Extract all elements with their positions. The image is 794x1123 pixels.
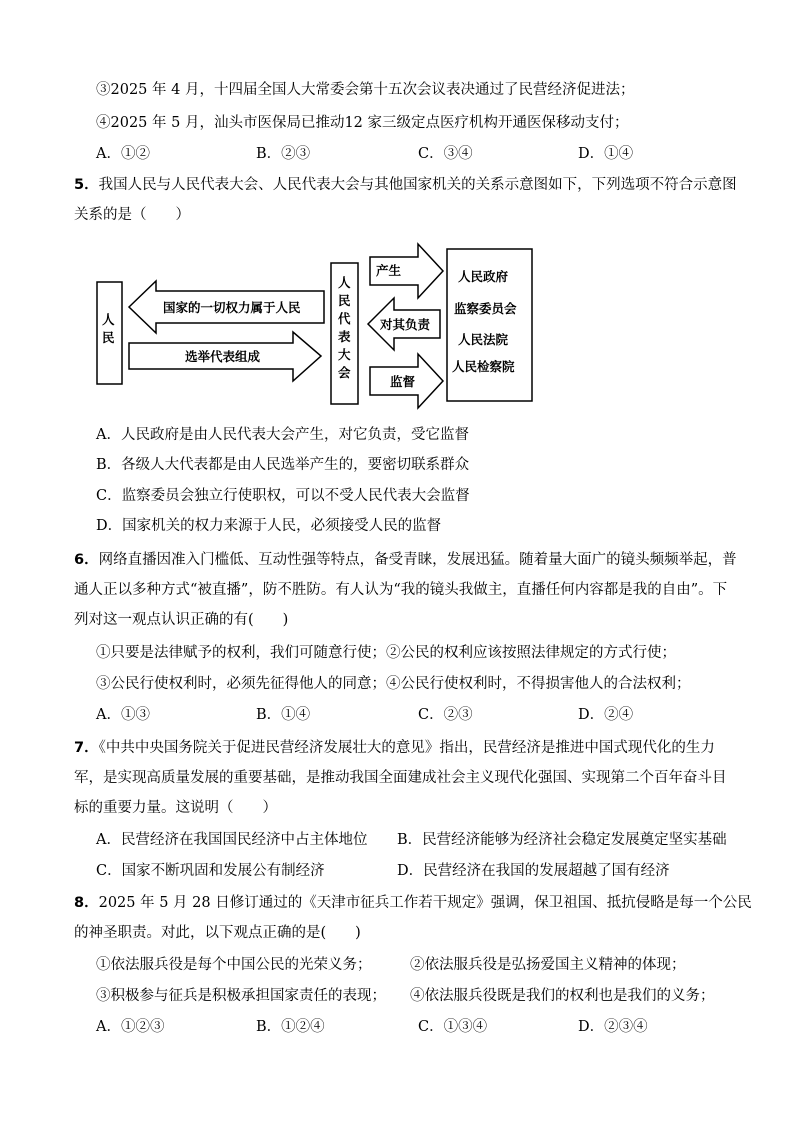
q6-stem-line-3: 列对这一观点认识正确的有( ) (74, 612, 289, 628)
q8-item-1: ①依法服兵役是每个中国公民的光荣义务； (96, 957, 372, 973)
q5-option-a: A．人民政府是由人民代表大会产生，对它负责，受它监督 (96, 427, 469, 443)
congress-char-2: 民 (338, 293, 351, 308)
congress-char-4: 表 (338, 329, 351, 344)
congress-char-3: 代 (338, 311, 351, 326)
q7-stem-text: 《中共中央国务院关于促进民营经济发展壮大的意见》指出，民营经济是推进中国式现代化的生力 (98, 740, 715, 756)
q5-stem-text: 我国人民与人民代表大会、人民代表大会与其他国家机关的关系示意图如下，下列选项不符合示意图 (98, 177, 737, 193)
congress-char-1: 人 (338, 275, 351, 290)
q7-option-c: C．国家不断巩固和发展公有制经济 (96, 863, 325, 879)
q6-items-line-1: ①只要是法律赋予的权利，我们可随意行使；②公民的权利应该按照法律规定的方式行使； (96, 645, 676, 661)
q6-option-a: A．①③ (96, 707, 150, 723)
q8-stem-line-1 (74, 893, 752, 913)
q4-option-b: B．②③ (256, 146, 311, 162)
arrow-elect-label: 选举代表组成 (185, 349, 261, 364)
organ-government: 人民政府 (458, 269, 509, 284)
q7-option-d: D．民营经济在我国的发展超越了国有经济 (397, 863, 670, 879)
q4-item-3: ③2025 年 4 月，十四届全国人大常委会第十五次会议表决通过了民营经济促进法； (96, 82, 635, 98)
q7-stem-line-2: 军，是实现高质量发展的重要基础，是推动我国全面建成社会主义现代化强国、实现第二个百年奋斗目 (74, 770, 727, 786)
q6-option-b: B．①④ (256, 707, 311, 723)
q8-option-c: C．①③④ (418, 1019, 488, 1035)
people-char-1: 人 (102, 312, 115, 327)
q7-option-a: A．民营经济在我国国民经济中占主体地位 (96, 832, 368, 848)
q8-number: 8． (74, 895, 99, 911)
q6-stem-line-1 (74, 550, 737, 570)
q5-stem-line-2: 关系的是（ ） (74, 207, 190, 223)
q7-stem-line-3: 标的重要力量。这说明（ ） (74, 800, 277, 816)
q7-number: 7． (74, 740, 99, 756)
q7-option-b: B．民营经济能够为经济社会稳定发展奠定坚实基础 (397, 832, 727, 848)
q5-option-d: D．国家机关的权力来源于人民，必须接受人民的监督 (96, 518, 442, 534)
congress-char-5: 大 (338, 347, 351, 362)
q4-option-c: C．③④ (418, 146, 473, 162)
arrow-supervise-label: 监督 (390, 374, 416, 389)
organ-procuratorate: 人民检察院 (452, 359, 515, 374)
people-congress-organs-diagram (0, 240, 794, 410)
q5-option-b: B．各级人大代表都是由人民选举产生的，要密切联系群众 (96, 457, 470, 473)
q4-item-4: ④2025 年 5 月，汕头市医保局已推动12 家三级定点医疗机构开通医保移动支付； (96, 115, 629, 131)
people-char-2: 民 (102, 330, 115, 345)
q8-item-2: ②依法服兵役是弘扬爱国主义精神的体现； (410, 957, 686, 973)
q8-item-3: ③积极参与征兵是积极承担国家责任的表现； (96, 988, 386, 1004)
q6-number: 6． (74, 552, 99, 568)
organ-supervisory-commission: 监察委员会 (454, 301, 517, 316)
q4-option-a: A．①② (96, 146, 150, 162)
q6-items-line-2: ③公民行使权利时，必须先征得他人的同意；④公民行使权利时，不得损害他人的合法权利； (96, 676, 691, 692)
q8-item-4: ④依法服兵役既是我们的权利也是我们的义务； (410, 988, 715, 1004)
arrow-responsible-label: 对其负责 (380, 317, 431, 332)
q6-option-c: C．②③ (418, 707, 473, 723)
q5-option-c: C．监察委员会独立行使职权，可以不受人民代表大会监督 (96, 488, 470, 504)
q6-stem-text: 网络直播因准入门槛低、互动性强等特点，备受青睐，发展迅猛。随着量大面广的镜头频频举起，普 (98, 552, 737, 568)
q8-option-a: A．①②③ (96, 1019, 165, 1035)
organ-court: 人民法院 (458, 332, 509, 347)
q7-stem-line-1 (74, 738, 715, 758)
q8-stem-text: 2025 年 5 月 28 日修订通过的《天津市征兵工作若干规定》强调，保卫祖国、抵抗侵略是每一个公民 (98, 895, 752, 911)
congress-char-6: 会 (338, 365, 351, 380)
q5-number: 5． (74, 177, 99, 193)
q8-stem-line-2: 的神圣职责。对此，以下观点正确的是( ) (74, 925, 361, 941)
q8-option-b: B．①②④ (256, 1019, 325, 1035)
q6-option-d: D．②④ (578, 707, 634, 723)
arrow-produce-label: 产生 (376, 263, 402, 278)
q8-option-d: D．②③④ (578, 1019, 648, 1035)
q6-stem-line-2: 通人正以多种方式“被直播”，防不胜防。有人认为“我的镜头我做主，直播任何内容都是我的自由”。下 (74, 582, 728, 598)
q4-option-d: D．①④ (578, 146, 634, 162)
q5-stem-line-1 (74, 175, 737, 195)
arrow-power-label: 国家的一切权力属于人民 (163, 300, 301, 315)
